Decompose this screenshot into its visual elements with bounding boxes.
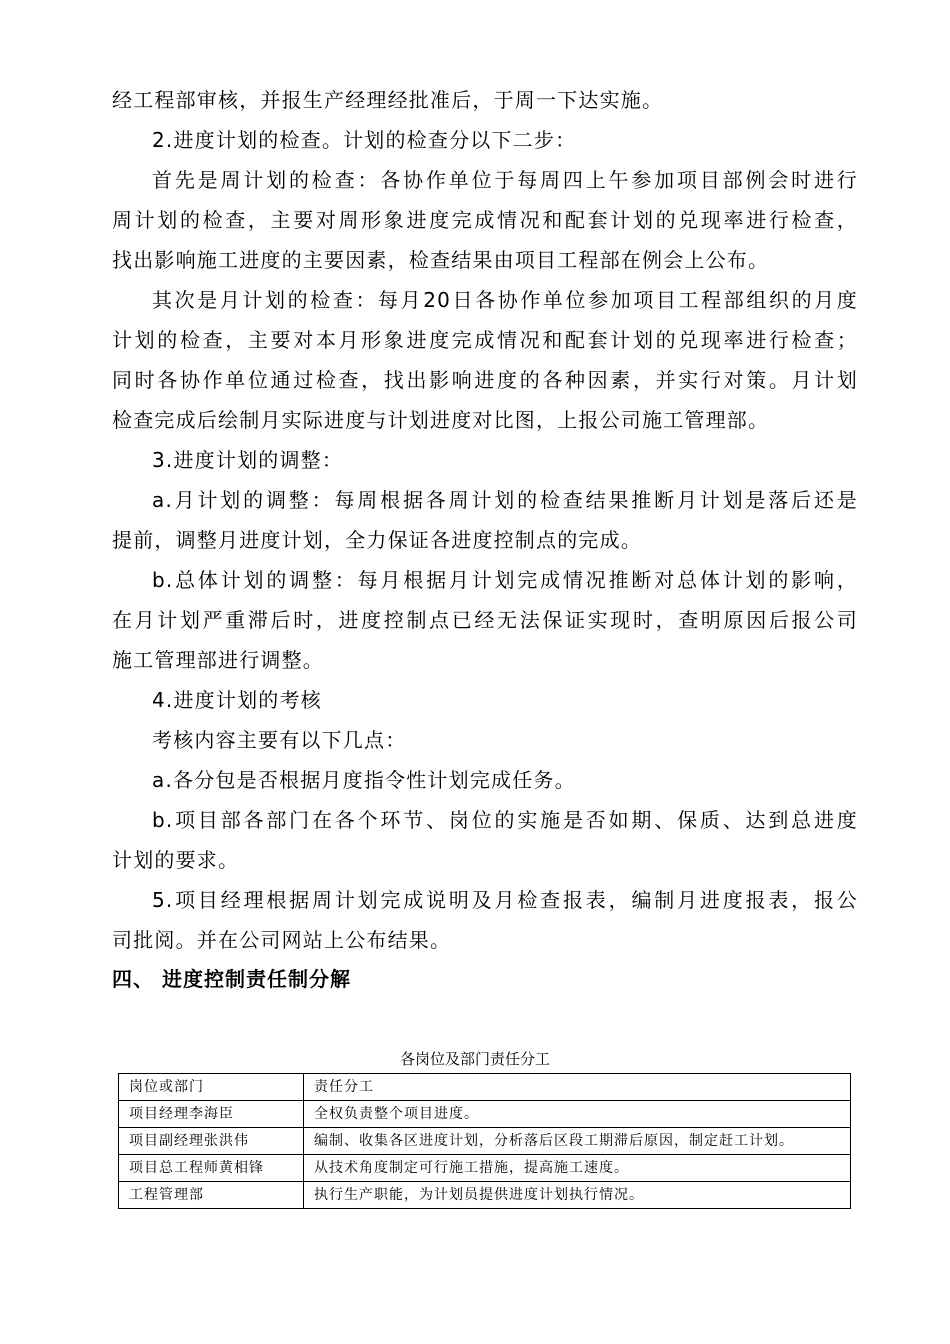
body-text-line: a.月计划的调整：每周根据各周计划的检查结果推断月计划是落后还是 [152,488,858,512]
body-text-line: b.总体计划的调整：每月根据月计划完成情况推断对总体计划的影响， [152,568,858,592]
body-text-line: a.各分包是否根据月度指令性计划完成任务。 [152,768,576,792]
subsection-title: 5.项目经理根据周计划完成说明及月检查报表，编制月进度报表，报公 [152,888,858,912]
header-cell-duty: 责任分工 [304,1074,851,1101]
duty-cell: 从技术角度制定可行施工措施，提高施工速度。 [304,1155,851,1182]
table-row [119,1101,851,1128]
body-text-line: 考核内容主要有以下几点： [152,728,407,752]
body-text-line: 施工管理部进行调整。 [112,648,324,672]
body-text-line: 首先是周计划的检查：各协作单位于每周四上午参加项目部例会时进行 [152,168,858,192]
table-row [119,1155,851,1182]
duty-cell: 全权负责整个项目进度。 [304,1101,851,1128]
body-text-line: 其次是月计划的检查：每月20日各协作单位参加项目工程部组织的月度 [152,288,858,312]
table-header-row [119,1074,851,1101]
body-text-line: 司批阅。并在公司网站上公布结果。 [112,928,452,952]
body-text-line: 周计划的检查，主要对周形象进度完成情况和配套计划的兑现率进行检查， [112,208,858,232]
body-text-line: 计划的要求。 [112,848,240,872]
role-cell: 工程管理部 [119,1182,304,1209]
body-text-line: 检查完成后绘制月实际进度与计划进度对比图，上报公司施工管理部。 [112,408,770,432]
responsibility-table [118,1073,851,1209]
duty-cell: 编制、收集各区进度计划，分析落后区段工期滞后原因，制定赶工计划。 [304,1128,851,1155]
table-row [119,1128,851,1155]
body-text-line: 找出影响施工进度的主要因素，检查结果由项目工程部在例会上公布。 [112,248,770,272]
subsection-title: 2.进度计划的检查。计划的检查分以下二步： [152,128,577,152]
subsection-title: 3.进度计划的调整： [152,448,344,472]
body-text-line: 提前，调整月进度计划，全力保证各进度控制点的完成。 [112,528,642,552]
section-heading: 四、 进度控制责任制分解 [112,967,351,991]
table-caption: 各岗位及部门责任分工 [399,1050,550,1068]
role-cell: 项目总工程师黄相锋 [119,1155,304,1182]
subsection-title: 4.进度计划的考核 [152,688,322,712]
header-cell-role: 岗位或部门 [119,1074,304,1101]
body-text-line: 同时各协作单位通过检查，找出影响进度的各种因素，并实行对策。月计划 [112,368,858,392]
table-row [119,1182,851,1209]
role-cell: 项目副经理张洪伟 [119,1128,304,1155]
duty-cell: 执行生产职能，为计划员提供进度计划执行情况。 [304,1182,851,1209]
body-text-line: 计划的检查，主要对本月形象进度完成情况和配套计划的兑现率进行检查； [112,328,858,352]
role-cell: 项目经理李海臣 [119,1101,304,1128]
body-text-line: b.项目部各部门在各个环节、岗位的实施是否如期、保质、达到总进度 [152,808,858,832]
body-text-line: 经工程部审核，并报生产经理经批准后，于周一下达实施。 [112,88,664,112]
body-text-line: 在月计划严重滞后时，进度控制点已经无法保证实现时，查明原因后报公司 [112,608,858,632]
